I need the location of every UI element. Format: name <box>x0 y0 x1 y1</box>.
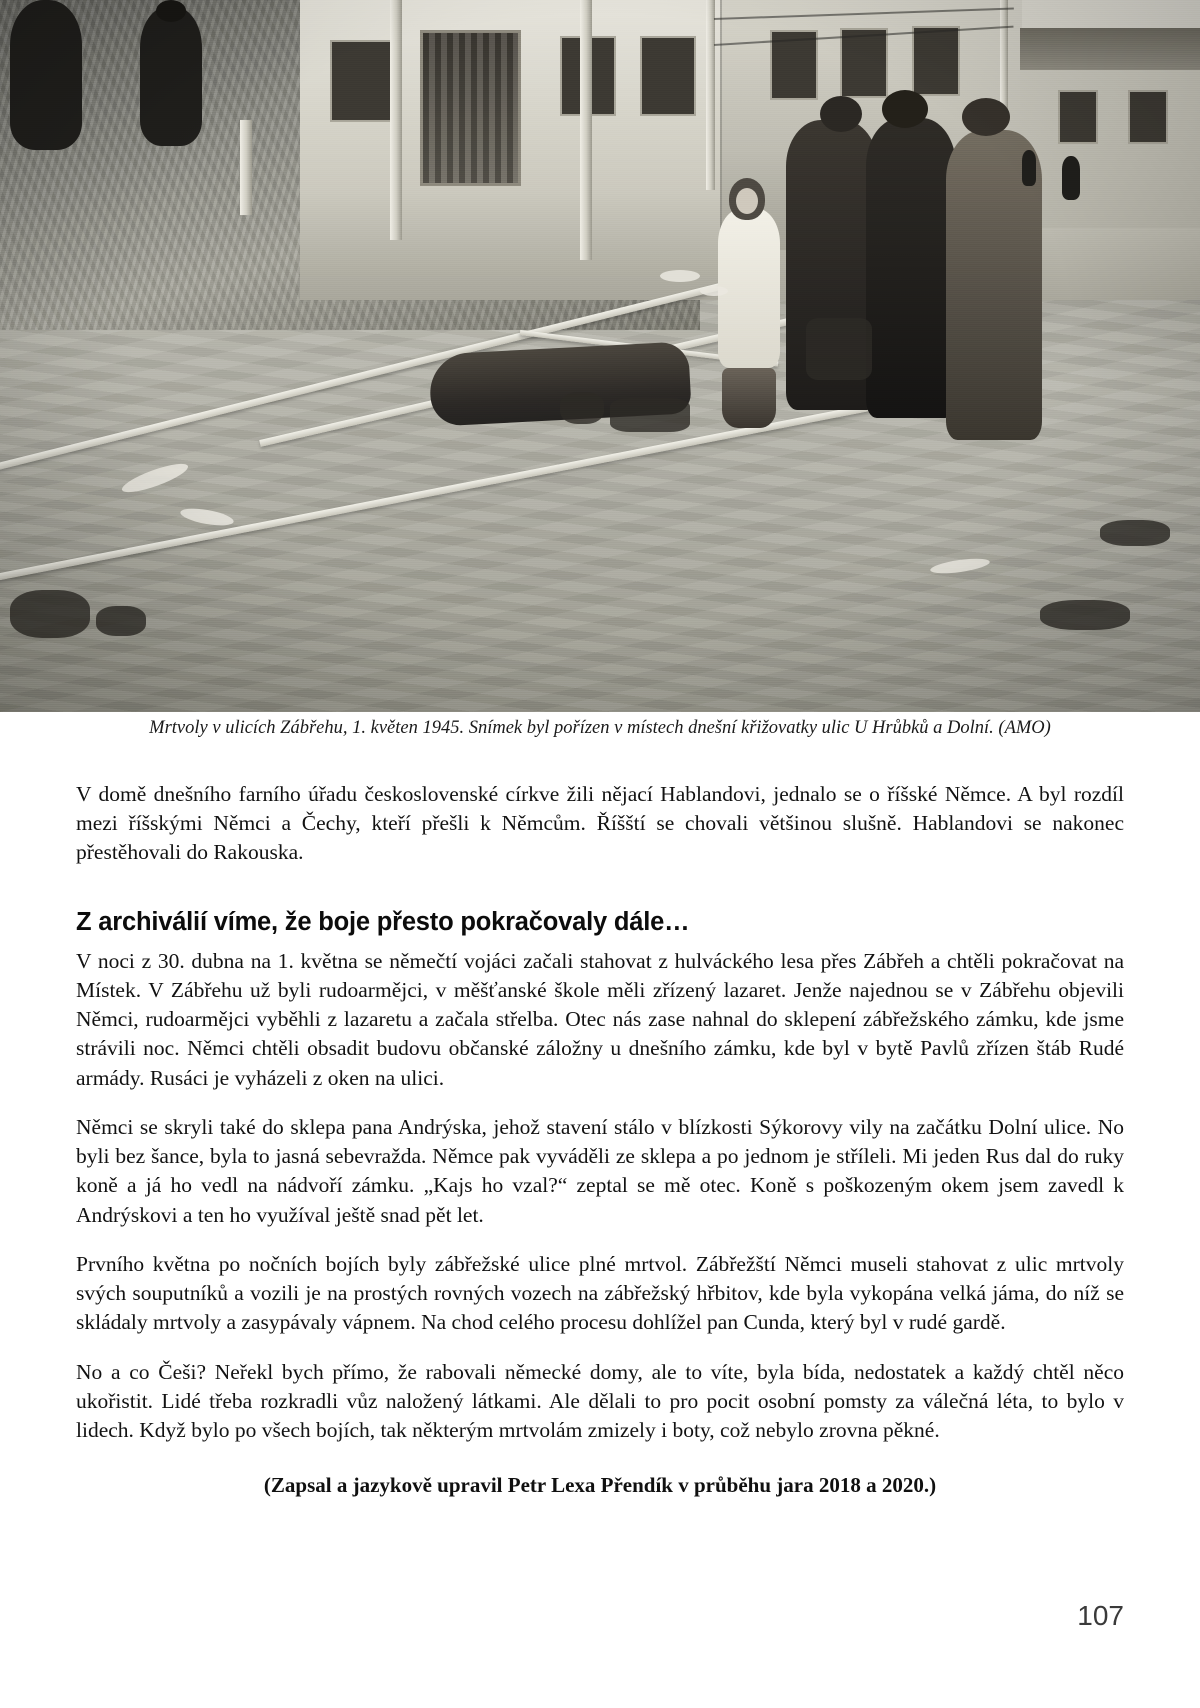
photo-window <box>840 28 888 98</box>
photo-child-face <box>736 188 758 214</box>
photo-person <box>866 118 956 418</box>
photo-person <box>1022 150 1036 186</box>
photo-window <box>640 36 696 116</box>
paragraph: V noci z 30. dubna na 1. května se němečtí vojáci začali stahovat z hulváckého lesa přes Zábřeh a chtěli pokračovat na Místek. V Zábřehu už byli rudoarmějci, v měšťanské škole měli zřízený lazaret. Jenže najednou se v Zábřehu objevili Němci, rudoarmějci vyběhli z lazaretu a začala střelba. Otec nás zase nahnal do sklepení zábřežského zámku, kde jsme strávili noc. Němci chtěli obsadit budovu občanské záložny u dnešního zámku, kde byl v bytě Pavlů zřízen štáb Rudé armády. Rusáci je vyházeli z oken na ulici. <box>76 948 1124 1090</box>
photo-person <box>10 0 82 150</box>
photo-debris <box>1040 600 1130 630</box>
photo-window <box>330 40 392 122</box>
photo-object <box>610 398 690 432</box>
photo-debris <box>1100 520 1170 546</box>
photo-debris <box>660 270 700 282</box>
photo-bag <box>806 318 872 380</box>
photo-person-head <box>156 0 186 22</box>
photo-child-legs <box>722 368 776 428</box>
photo-person-head <box>882 90 928 128</box>
photo-debris <box>10 590 90 638</box>
photo-utility-pole <box>706 0 715 190</box>
paragraph: No a co Češi? Neřekl bych přímo, že rabovali německé domy, ale to víte, byla bída, nedostatek a každý chtěl něco ukořistit. Lidé třeba rozkradli vůz naložený látkami. Ale dělali to pro pocit osobní pomsty za válečná léta, to bylo v lidech. Když bylo po všech bojích, tak některým mrtvolám zmizely i boty, což nebylo zrovna pěkné. <box>76 1359 1124 1442</box>
paragraph: Němci se skryli také do sklepa pana Andrýska, jehož stavení stálo v blízkosti Sýkorovy vily na začátku Dolní ulice. No byli bez šance, byla to jasná sebevražda. Němce pak vyváděli ze sklepa a po jednom je stříleli. Mi jeden Rus dal do ruky koně a já ho vedl na nádvoří zámku. „Kajs ho vzal?“ zeptal se mě otec. Koně s poškozeným okem jsem zavedl k Andrýskovi a ten ho využíval ještě snad pět let. <box>76 1114 1124 1227</box>
article-body <box>76 780 1124 1498</box>
photo-window <box>1128 90 1168 144</box>
photo-person <box>1062 156 1080 200</box>
photo-person <box>140 6 202 146</box>
photo-debris <box>96 606 146 636</box>
historical-photograph <box>0 0 1200 712</box>
intro-paragraph: V domě dnešního farního úřadu československé církve žili nějací Hablandovi, jednalo se o říšské Němce. A byl rozdíl mezi říšskými Němci a Čechy, kteří přešli k Němcům. Říšští se chovali většinou slušně. Hablandovi se nakonec přestěhovali do Rakouska. <box>76 782 1124 865</box>
photo-utility-pole <box>240 120 252 215</box>
photo-caption: Mrtvoly v ulicích Zábřehu, 1. květen 1945. Snímek byl pořízen v místech dnešní křižovatky ulic U Hrůbků a Dolní. (AMO) <box>149 718 1051 738</box>
photo-figure <box>0 0 1200 712</box>
photo-person-head <box>962 98 1010 136</box>
photo-utility-pole <box>390 0 402 240</box>
photo-object <box>560 392 604 424</box>
photo-child-coat <box>718 208 780 368</box>
photo-window <box>1058 90 1098 144</box>
photo-utility-pole <box>580 0 592 260</box>
paragraph: Prvního května po nočních bojích byly zábřežské ulice plné mrtvol. Zábřežští Němci museli stahovat z ulic mrtvoly svých souputníků a vozili je na prostých rovných vozech na zábřežský hřbitov, kde byla vykopána velká jáma, do níž se skládaly mrtvoly a zasypávaly vápnem. Na chod celého procesu dohlížel pan Cunda, který byl v rudé gardě. <box>76 1251 1124 1335</box>
photo-debris <box>700 286 728 296</box>
section-heading: Z archiválií víme, že boje přesto pokračovaly dále… <box>76 907 690 936</box>
author-note: (Zapsal a jazykově upravil Petr Lexa Přendík v průběhu jara 2018 a 2020.) <box>263 1473 937 1498</box>
photo-roof <box>1020 28 1200 70</box>
photo-window <box>912 26 960 96</box>
page-number: 107 <box>1077 1600 1124 1631</box>
photo-doorway <box>420 30 521 186</box>
photo-person-head <box>820 96 862 132</box>
